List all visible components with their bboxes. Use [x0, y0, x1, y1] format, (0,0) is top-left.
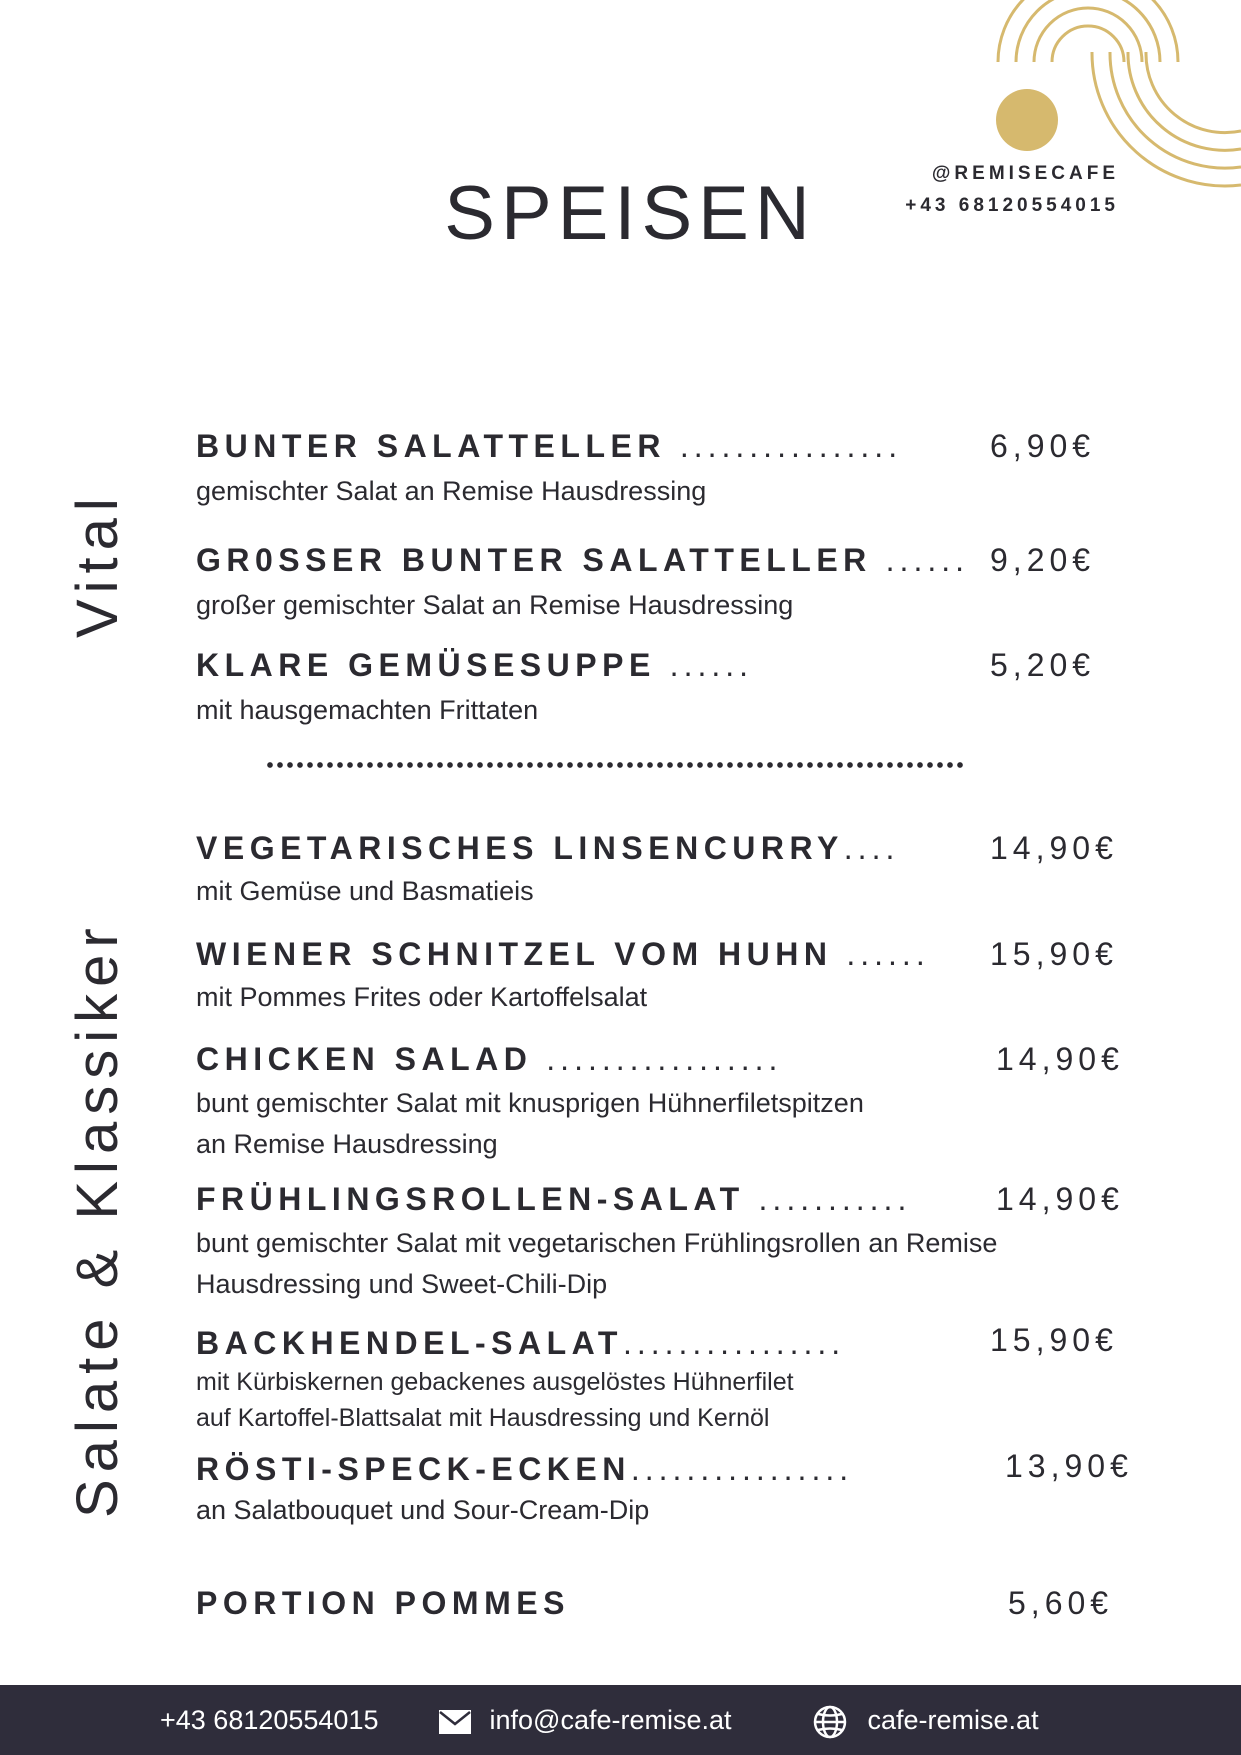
instagram-handle: @REMISECAFE — [931, 163, 1119, 184]
header-phone: +43 68120554015 — [905, 195, 1119, 216]
menu-item-description: mit hausgemachten Frittaten — [196, 695, 539, 725]
menu-item-name: RÖSTI-SPECK-ECKEN................ — [196, 1451, 854, 1487]
menu-item-price: 15,90€ — [990, 1322, 1118, 1358]
menu-item-price: 14,90€ — [996, 1041, 1124, 1077]
menu-item-name: BUNTER SALATTELLER ................ — [196, 428, 903, 464]
menu-item-description: großer gemischter Salat an Remise Hausdressing — [196, 590, 794, 620]
menu-item-description: gemischter Salat an Remise Hausdressing — [196, 476, 707, 506]
menu-item-name: CHICKEN SALAD ................. — [196, 1041, 783, 1077]
footer-phone[interactable]: +43 68120554015 — [160, 1705, 379, 1735]
menu-item-name: GR0SSER BUNTER SALATTELLER ...... — [196, 542, 969, 578]
menu-item-name: WIENER SCHNITZEL VOM HUHN ...... — [196, 936, 930, 972]
menu-item-price: 5,20€ — [990, 647, 1096, 683]
menu-item-name: VEGETARISCHES LINSENCURRY.... — [196, 830, 900, 866]
menu-item-price: 15,90€ — [990, 936, 1118, 972]
menu-item-description: auf Kartoffel-Blattsalat mit Hausdressing und Kernöl — [196, 1404, 770, 1432]
header-contact — [905, 158, 1119, 222]
menu-item-description: bunt gemischter Salat mit knusprigen Hühnerfiletspitzen — [196, 1088, 864, 1118]
menu-item-name: PORTION POMMES — [196, 1585, 570, 1621]
menu-item-description: bunt gemischter Salat mit vegetarischen Frühlingsrollen an Remise — [196, 1228, 998, 1258]
section-label-klassiker: Salate & Klassiker — [65, 921, 130, 1518]
footer-website-text: cafe-remise.at — [867, 1705, 1039, 1735]
menu-item-name: KLARE GEMÜSESUPPE ...... — [196, 647, 754, 683]
menu-item-price: 6,90€ — [990, 428, 1096, 464]
menu-item-name: BACKHENDEL-SALAT................ — [196, 1325, 846, 1361]
menu-item-description: an Remise Hausdressing — [196, 1129, 498, 1159]
page-title: SPEISEN — [444, 171, 816, 256]
menu-item-price: 5,60€ — [1008, 1585, 1114, 1621]
globe-icon — [812, 1704, 848, 1740]
menu-item-price: 9,20€ — [990, 542, 1096, 578]
mail-icon — [438, 1709, 472, 1735]
menu-item-description: Hausdressing und Sweet-Chili-Dip — [196, 1269, 608, 1299]
section-label-vital: Vital — [65, 491, 130, 638]
menu-item-price: 13,90€ — [1005, 1448, 1133, 1484]
footer-bar — [0, 1685, 1241, 1755]
menu-item-name: FRÜHLINGSROLLEN-SALAT ........... — [196, 1181, 912, 1217]
menu-item-description: mit Kürbiskernen gebackenes ausgelöstes Hühnerfilet — [196, 1368, 794, 1396]
menu-item-description: mit Pommes Frites oder Kartoffelsalat — [196, 982, 648, 1012]
menu-item-description: mit Gemüse und Basmatieis — [196, 876, 534, 906]
footer-website[interactable] — [812, 1685, 1039, 1755]
footer-email[interactable] — [438, 1685, 732, 1755]
menu-item-price: 14,90€ — [996, 1181, 1124, 1217]
menu-item-description: an Salatbouquet und Sour-Cream-Dip — [196, 1495, 650, 1525]
menu-item-price: 14,90€ — [990, 830, 1118, 866]
footer-email-text: info@cafe-remise.at — [489, 1705, 732, 1735]
section-divider — [265, 760, 965, 770]
